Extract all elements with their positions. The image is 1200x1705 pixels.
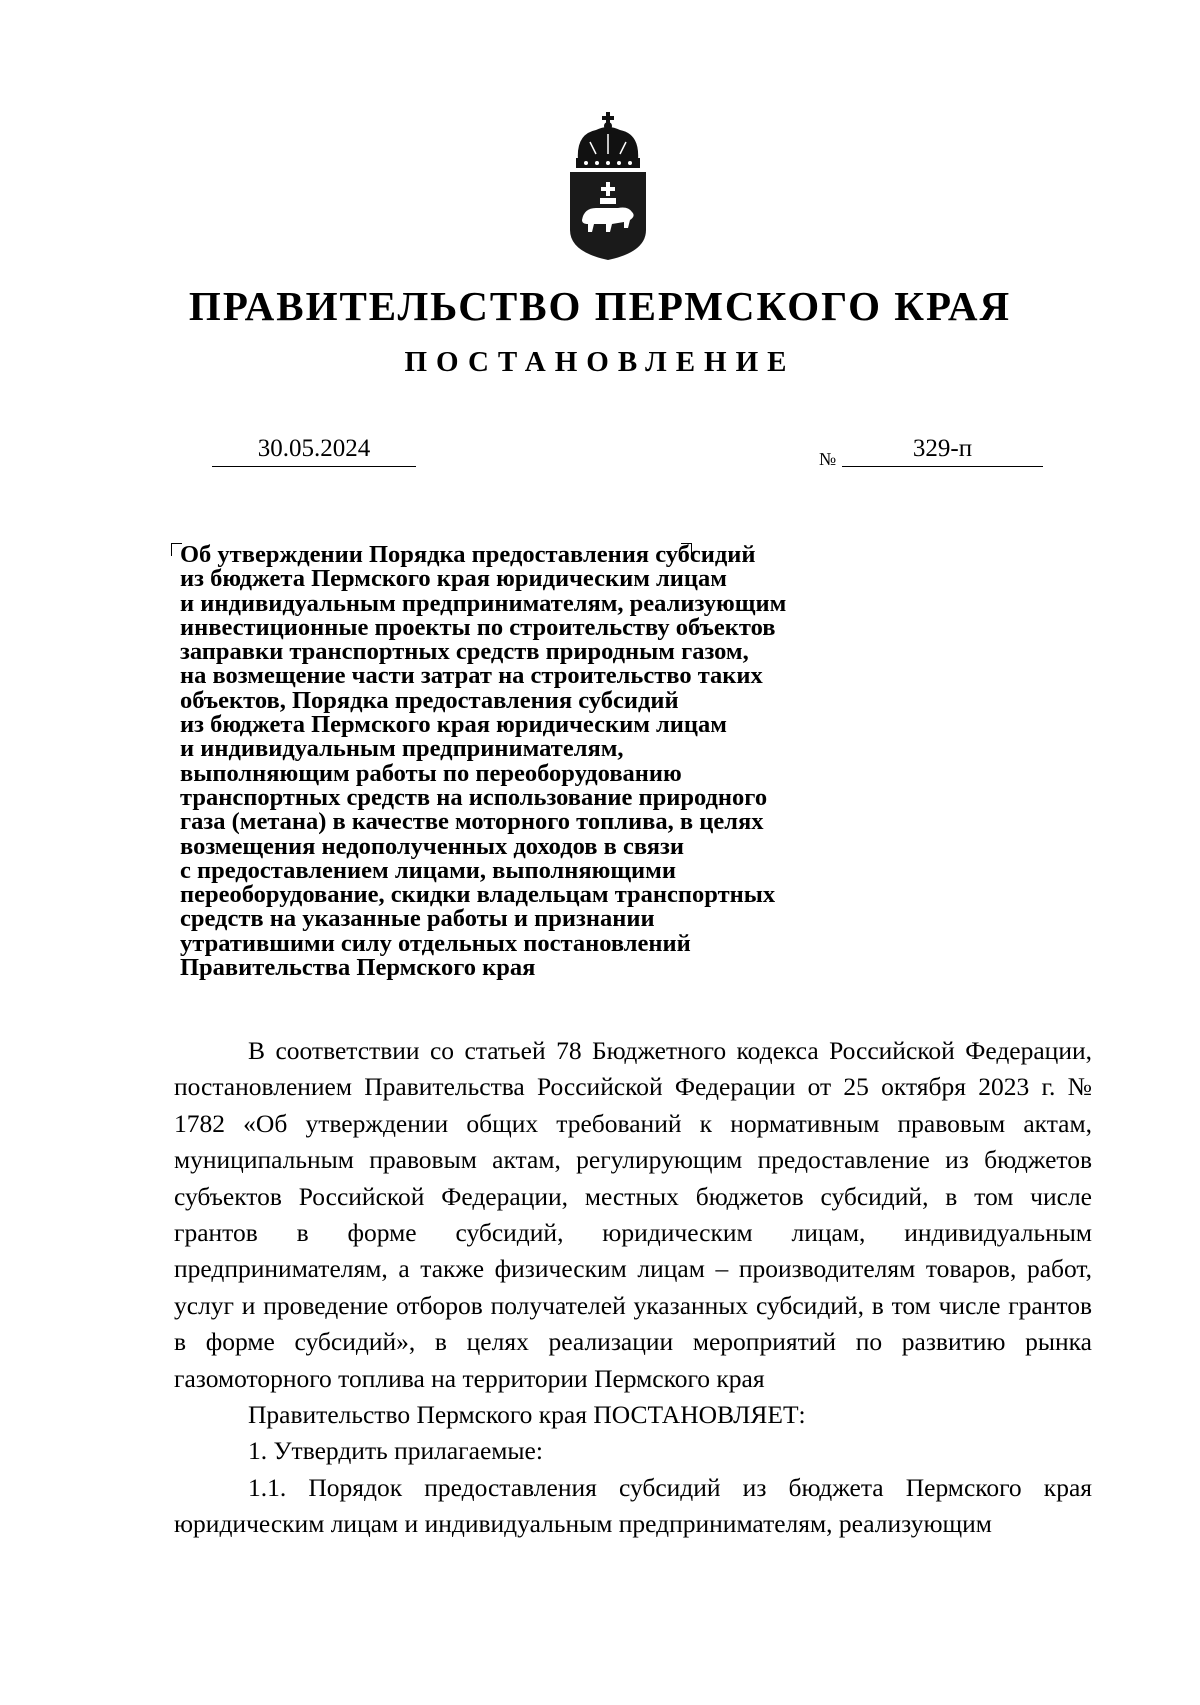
item-1-paragraph: 1. Утвердить прилагаемые:	[248, 1436, 543, 1466]
organization-title: ПРАВИТЕЛЬСТВО ПЕРМСКОГО КРАЯ	[188, 283, 1012, 329]
subject-line: утратившими силу отдельных постановлений	[180, 929, 691, 957]
perm-krai-coat-of-arms-icon	[566, 112, 650, 260]
subject-line: и индивидуальным предпринимателям, реализующим	[180, 589, 787, 617]
subject-line: и индивидуальным предпринимателям,	[180, 735, 624, 763]
preamble-paragraph: В соответствии со статьей 78 Бюджетного кодекса Российской Федерации, постановлением Правительства Российской Федерации от 25 октября 2023 г. № 1782 «Об утверждении общих требований к нормативным правовым актам, муниципальным правовым актам, регулирующим предоставление из бюджетов субъектов Российской Федерации, местных бюджетов субсидий, в том числе грантов в форме субсидий, юридическим лицам, индивидуальным предпринимателям, а также физическим лицам – производителям товаров, работ, услуг и проведение отборов получателей указанных субсидий, в том числе грантов в форме субсидий», в целях реализации мероприятий по развитию рынка газомоторного топлива на территории Пермского края	[174, 1036, 1092, 1393]
subject-line: Об утверждении Порядка предоставления субсидий	[180, 541, 756, 568]
subject-line: Правительства Пермского края	[180, 954, 536, 982]
subject-line: инвестиционные проекты по строительству объектов	[180, 613, 776, 641]
subject-line: средств на указанные работы и признании	[180, 905, 655, 933]
document-number: 329-п	[842, 432, 1043, 467]
subject-line: с предоставлением лицами, выполняющими	[180, 856, 676, 884]
document-type: ПОСТАНОВЛЕНИЕ	[404, 346, 796, 378]
number-label: №	[819, 449, 837, 469]
subject-line: заправки транспортных средств природным газом,	[180, 638, 749, 666]
subject-line: переоборудование, скидки владельцам транспортных	[180, 881, 776, 909]
subject-line: из бюджета Пермского края юридическим лицам	[180, 711, 727, 739]
subject-line: транспортных средств на использование природного	[180, 783, 768, 811]
subject-line: выполняющим работы по переоборудованию	[180, 759, 682, 787]
subject-line: газа (метана) в качестве моторного топлива, в целях	[180, 808, 764, 836]
subject-line: возмещения недополученных доходов в связи	[180, 832, 684, 860]
document-body	[174, 1033, 1092, 1543]
subject-line: на возмещение части затрат на строительство таких	[180, 662, 763, 690]
document-date: 30.05.2024	[212, 432, 416, 467]
subject-line: из бюджета Пермского края юридическим лицам	[180, 565, 727, 593]
item-1-1-paragraph: 1.1. Порядок предоставления субсидий из бюджета Пермского края юридическим лицам и индивидуальным предпринимателям, реализующим	[174, 1472, 1092, 1539]
document-subject	[180, 543, 900, 980]
subject-line: объектов, Порядка предоставления субсидий	[180, 686, 679, 714]
resolves-paragraph: Правительство Пермского края ПОСТАНОВЛЯЕТ:	[248, 1400, 806, 1430]
